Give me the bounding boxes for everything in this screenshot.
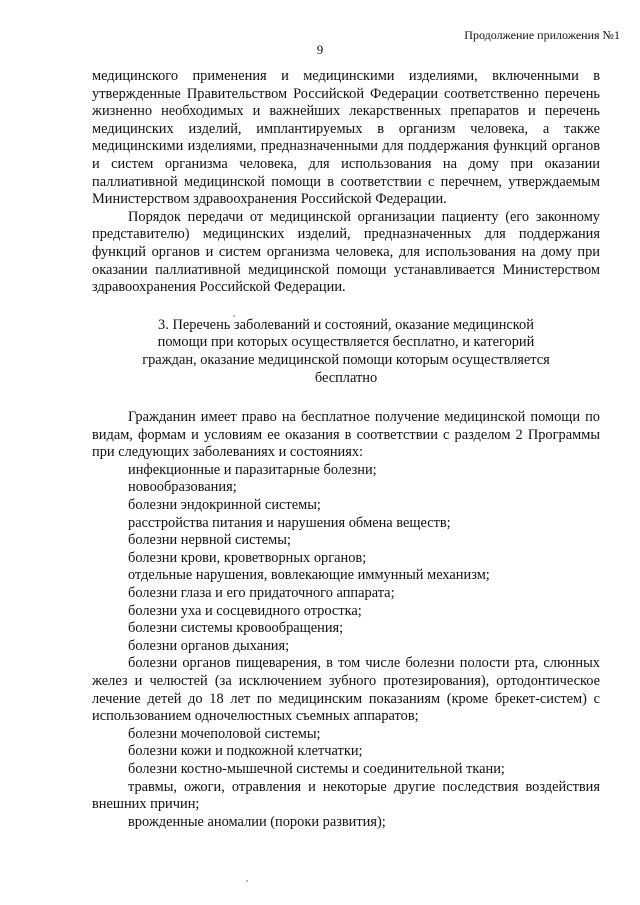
list-item: врожденные аномалии (пороки развития); <box>128 813 386 830</box>
appendix-continuation-note: Продолжение приложения №1 <box>464 28 620 42</box>
list-item: инфекционные и паразитарные болезни; <box>128 461 377 478</box>
document-body <box>92 68 600 831</box>
scan-speck <box>246 880 248 882</box>
list-item: болезни эндокринной системы; <box>128 497 321 514</box>
list-item: болезни мочеполовой системы; <box>128 725 321 742</box>
list-item: расстройства питания и нарушения обмена веществ; <box>128 514 451 531</box>
list-item: болезни нервной системы; <box>128 532 291 549</box>
list-item: болезни органов пищеварения, в том числе болезни полости рта, слюнных желез и челюстей (за исключением зубного протезирования), ортодонтическое лечение детей до 18 лет по медицинским показаниям (кроме брекет-систем) с использованием одночелюстных съемных аппаратов; <box>92 655 600 725</box>
list-item: отдельные нарушения, вовлекающие иммунный механизм; <box>128 567 490 584</box>
list-item: травмы, ожоги, отравления и некоторые другие последствия воздействия внешних причин; <box>92 778 600 813</box>
list-item: болезни системы кровообращения; <box>128 620 344 637</box>
list-item: болезни крови, кроветворных органов; <box>128 549 367 566</box>
scan-speck <box>233 315 235 317</box>
paragraph-transfer-order: Порядок передачи от медицинской организации пациенту (его законному представителю) медицинских изделий, предназначенных для поддержания функций органов и систем организма человека, для использования на дому при оказании паллиативной медицинской помощи устанавливается Министерством здравоохранения Российской Федерации. <box>92 208 600 296</box>
paragraph-continuation: медицинского применения и медицинскими изделиями, включенными в утвержденные Правительством Российской Федерации соответственно перечень жизненно необходимых и важнейших лекарственных препаратов и перечень медицинских изделий, имплантируемых в организм человека, а также медицинскими изделиями, предназначенными для поддержания функций органов и систем организма человека, для использования на дому при оказании паллиативной медицинской помощи в соответствии с перечнем, утверждаемым Министерством здравоохранения Российской Федерации. <box>92 68 600 208</box>
list-item: болезни кожи и подкожной клетчатки; <box>128 743 363 760</box>
page-number: 9 <box>316 42 324 57</box>
section-title: 3. Перечень заболеваний и состояний, оказание медицинской помощи при которых осуществляется бесплатно, и категорий граждан, оказание медицинской помощи которым осуществляется бесплатно <box>142 316 550 386</box>
list-item: болезни уха и сосцевидного отростка; <box>128 602 362 619</box>
section-intro: Гражданин имеет право на бесплатное получение медицинской помощи по видам, формам и условиям ее оказания в соответствии с разделом 2 Программы при следующих заболеваниях и состояниях: <box>92 409 600 461</box>
list-item: болезни костно-мышечной системы и соединительной ткани; <box>128 760 505 777</box>
list-item: болезни органов дыхания; <box>128 637 290 654</box>
list-item: болезни глаза и его придаточного аппарата; <box>128 585 395 602</box>
list-item: новообразования; <box>128 479 237 496</box>
